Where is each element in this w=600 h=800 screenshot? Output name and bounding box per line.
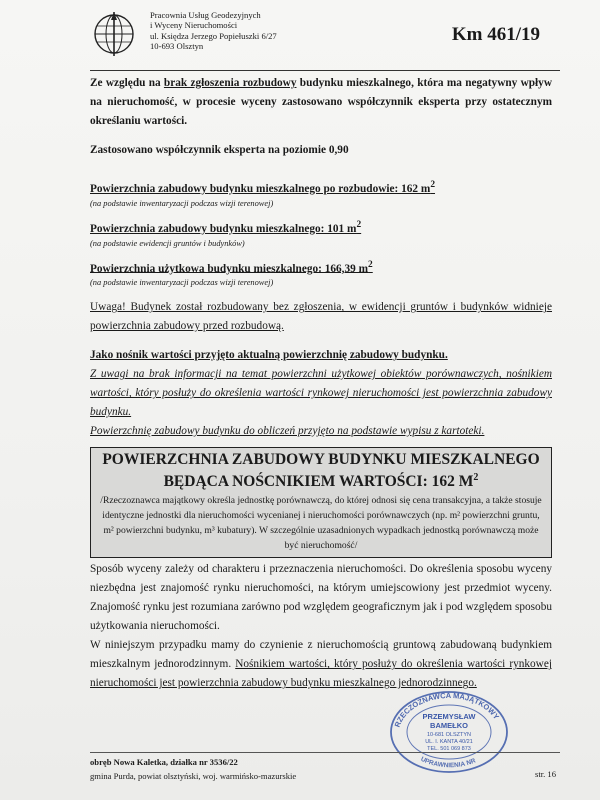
superscript: 2	[356, 219, 362, 230]
footer-parcel: obręb Nowa Kaletka, działka nr 3536/22	[90, 757, 238, 767]
area-note: (na podstawie ewidencji gruntów i budynków)	[90, 238, 245, 248]
area-label	[90, 176, 552, 199]
box-title	[91, 448, 551, 491]
text-span: brak zgłoszenia rozbudowy	[163, 77, 297, 89]
document-number: Km 461/19	[451, 24, 540, 45]
stamp-name: PRZEMYSŁAW	[422, 712, 476, 721]
carrier-heading: Jako nośnik wartości przyjęto aktualną powierzchnię zabudowy budynku.	[90, 349, 448, 362]
value-carrier-box	[90, 447, 552, 558]
text-span: Ze względu na	[90, 77, 164, 89]
carrier-source: Powierzchnię zabudowy budynku do obliczeń przyjęto na podstawie wypisu z kartoteki.	[90, 425, 485, 438]
firm-line: 10-693 Olsztyn	[150, 40, 204, 51]
area-block-3	[90, 256, 552, 289]
text-span: budynku mieszkalnego, która ma negatywny wpływ na nieruchomość, w procesie wyceny zastosowano współczynnik eksperta przy ostatecznym określaniu wartości.	[90, 77, 552, 127]
globe-compass-icon	[90, 10, 138, 58]
text-span: Powierzchnia zabudowy budynku mieszkalnego po rozbudowie: 162 m	[90, 182, 431, 195]
superscript: 2	[430, 180, 436, 190]
stamp-phone: TEL. 501 069 873	[427, 746, 471, 752]
carrier-explanation: Z uwagi na brak informacji na temat powierzchni użytkowej obiektów porównawczych, nośnikiem wartości, który posłuży do określenia wartości rynkowej nieruchomości jest powierzchnia zabudowy budynku.	[90, 368, 552, 419]
area-label	[90, 256, 552, 279]
appraiser-stamp	[386, 684, 512, 774]
text-span: W niniejszym przypadku mamy do czynienie z nieruchomością gruntową zabudowaną budynkiem mieszkalnym jednorodzinnym.	[90, 639, 552, 671]
main-content	[90, 74, 552, 693]
footer-location: gmina Purda, powiat olsztyński, woj. warmińsko-mazurskie	[90, 771, 297, 781]
box-title-line: POWIERZCHNIA ZABUDOWY BUDYNKU MIESZKALNEGO	[102, 451, 540, 469]
letterhead	[90, 6, 570, 72]
stamp-license-text: UPRAWNIENIA NR	[419, 755, 477, 770]
area-note: (na podstawie inwentaryzacji podczas wizji terenowej)	[90, 198, 274, 208]
stamp-address2: UL. I. KANTA 40/21	[425, 739, 473, 745]
firm-line: Pracownia Usług Geodezyjnych	[150, 10, 261, 20]
firm-line: ul. Księdza Jerzego Popiełuszki 6/27	[150, 30, 277, 41]
superscript: 2	[368, 259, 373, 270]
firm-line: i Wyceny Nieruchomości	[150, 20, 238, 31]
area-label	[90, 216, 552, 239]
box-title-line	[91, 469, 551, 491]
box-note: /Rzeczoznawca majątkowy określa jednostkę porównawczą, do której odnosi się cena transakcyjna, a także stosuje identyczne jednostki dla nieruchomości wycenianej i nieruchomości porównawczych (np. m² powierzchni gruntu, m² powierzchni budynku, m³ kubatury). W szczególnie uzasadnionych wypadkach jednostką porównawczą może być nieruchomość/	[100, 495, 542, 552]
area-block-1	[90, 176, 552, 209]
text-span: BĘDĄCA NOŚCNIKIEM WARTOŚCI: 162 M	[163, 473, 474, 491]
text-span: Nośnikiem wartości, który posłuży do określenia wartości rynkowej nieruchomości jest powierzchnia zabudowy budynku mieszkalnego jednorodzinnego.	[90, 658, 552, 690]
expert-coefficient-value: Zastosowano współczynnik eksperta na poziomie 0,90	[90, 144, 349, 156]
footer	[90, 755, 296, 783]
svg-text:UPRAWNIENIA NR	[419, 756, 477, 770]
stamp-address1: 10-681 OLSZTYN	[426, 732, 472, 738]
stamp-arc-text: RZECZOZNAWCA MAJĄTKOWY	[392, 690, 501, 729]
method-paragraph: Sposób wyceny zależy od charakteru i przeznaczenia nieruchomości. Do określenia sposobu wyceny niezbędna jest znajomość rynku nieruchomości, na którym umiejscowiony jest przedmiot wyceny. Znajomość rynku jest rozumiana zarówno pod względem geograficznym jak i pod względem sposobu użytkowania nieruchomości.	[90, 563, 552, 633]
stamp-surname: BAMEŁKO	[430, 721, 468, 730]
footer-divider	[90, 752, 560, 753]
text-span: Powierzchnia zabudowy budynku mieszkalnego: 101 m	[90, 222, 357, 235]
superscript: 2	[473, 472, 479, 484]
area-note: (na podstawie inwentaryzacji podczas wizji terenowej)	[90, 278, 274, 288]
area-block-2	[90, 216, 552, 249]
warning-note: Uwaga! Budynek został rozbudowany bez zgłoszenia, w ewidencji gruntów i budynków widnieje powierzchnia zabudowy przed rozbudową.	[90, 301, 552, 333]
header-divider	[90, 70, 560, 71]
firm-address	[150, 10, 277, 51]
text-span: Powierzchnia użytkowa budynku mieszkalnego: 166,39 m	[90, 262, 369, 275]
page-number: str. 16	[535, 769, 557, 779]
expert-coefficient-paragraph	[90, 74, 552, 131]
